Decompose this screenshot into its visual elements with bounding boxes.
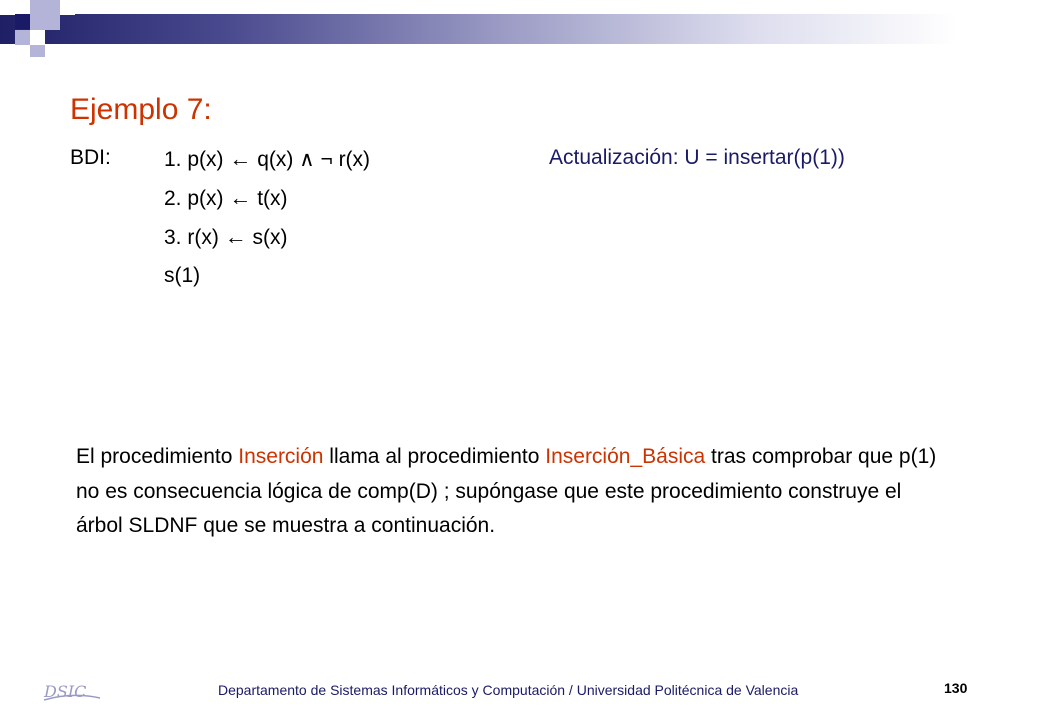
para-text-2: llama al procedimiento bbox=[323, 445, 546, 468]
explanation-paragraph bbox=[76, 440, 946, 544]
rule-3-num: 3. bbox=[164, 226, 182, 249]
rule-1-head: p(x) bbox=[187, 148, 224, 171]
para-text-1: El procedimiento bbox=[76, 445, 239, 468]
bdi-label: BDI: bbox=[70, 146, 111, 169]
header-square-white-3 bbox=[30, 30, 45, 45]
rule-3-body1: s(x) bbox=[252, 226, 288, 249]
left-arrow-icon: ← bbox=[224, 224, 247, 249]
svg-text:DSIC: DSIC bbox=[44, 682, 87, 701]
not-icon: ¬ bbox=[320, 148, 333, 171]
rule-2-num: 2. bbox=[164, 187, 182, 210]
rule-1-num: 1. bbox=[164, 148, 182, 171]
rule-2-head: p(x) bbox=[187, 187, 224, 210]
rule-1 bbox=[164, 146, 370, 172]
left-arrow-icon: ← bbox=[229, 185, 252, 210]
rule-1-body1: q(x) bbox=[257, 148, 294, 171]
rule-3-head: r(x) bbox=[187, 226, 219, 249]
rule-1-body2: r(x) bbox=[338, 148, 371, 171]
footer-text: Departamento de Sistemas Informáticos y Computación / Universidad Politécnica de Valencia bbox=[218, 682, 799, 698]
fact-s1: s(1) bbox=[164, 264, 201, 287]
update-text: Actualización: U = insertar(p(1)) bbox=[549, 146, 845, 169]
rule-2 bbox=[164, 185, 288, 211]
rule-3 bbox=[164, 224, 288, 250]
header-square-lavender-3 bbox=[30, 45, 45, 57]
highlight-insercion-basica: Inserción_Básica bbox=[545, 445, 706, 468]
and-icon: ∧ bbox=[299, 148, 315, 171]
highlight-insercion: Inserción bbox=[238, 445, 324, 468]
left-arrow-icon: ← bbox=[229, 146, 252, 171]
page-number: 130 bbox=[944, 680, 968, 696]
header-square-lavender-1 bbox=[30, 0, 60, 30]
header-gradient-bar bbox=[0, 14, 1040, 44]
dsic-logo bbox=[42, 678, 104, 709]
para-text-3: tras comprobar que p(1) no es consecuencia lógica de comp(D) ; supóngase que este procedimiento construye el árbol SLDNF que se muestra a continuación. bbox=[76, 445, 937, 537]
header-square-navy bbox=[15, 14, 30, 29]
rule-2-body1: t(x) bbox=[257, 187, 288, 210]
slide-title: Ejemplo 7: bbox=[70, 93, 212, 126]
header-square-white-2 bbox=[60, 0, 75, 15]
header-square-lavender-2 bbox=[15, 30, 30, 45]
header-square-white bbox=[0, 0, 15, 15]
